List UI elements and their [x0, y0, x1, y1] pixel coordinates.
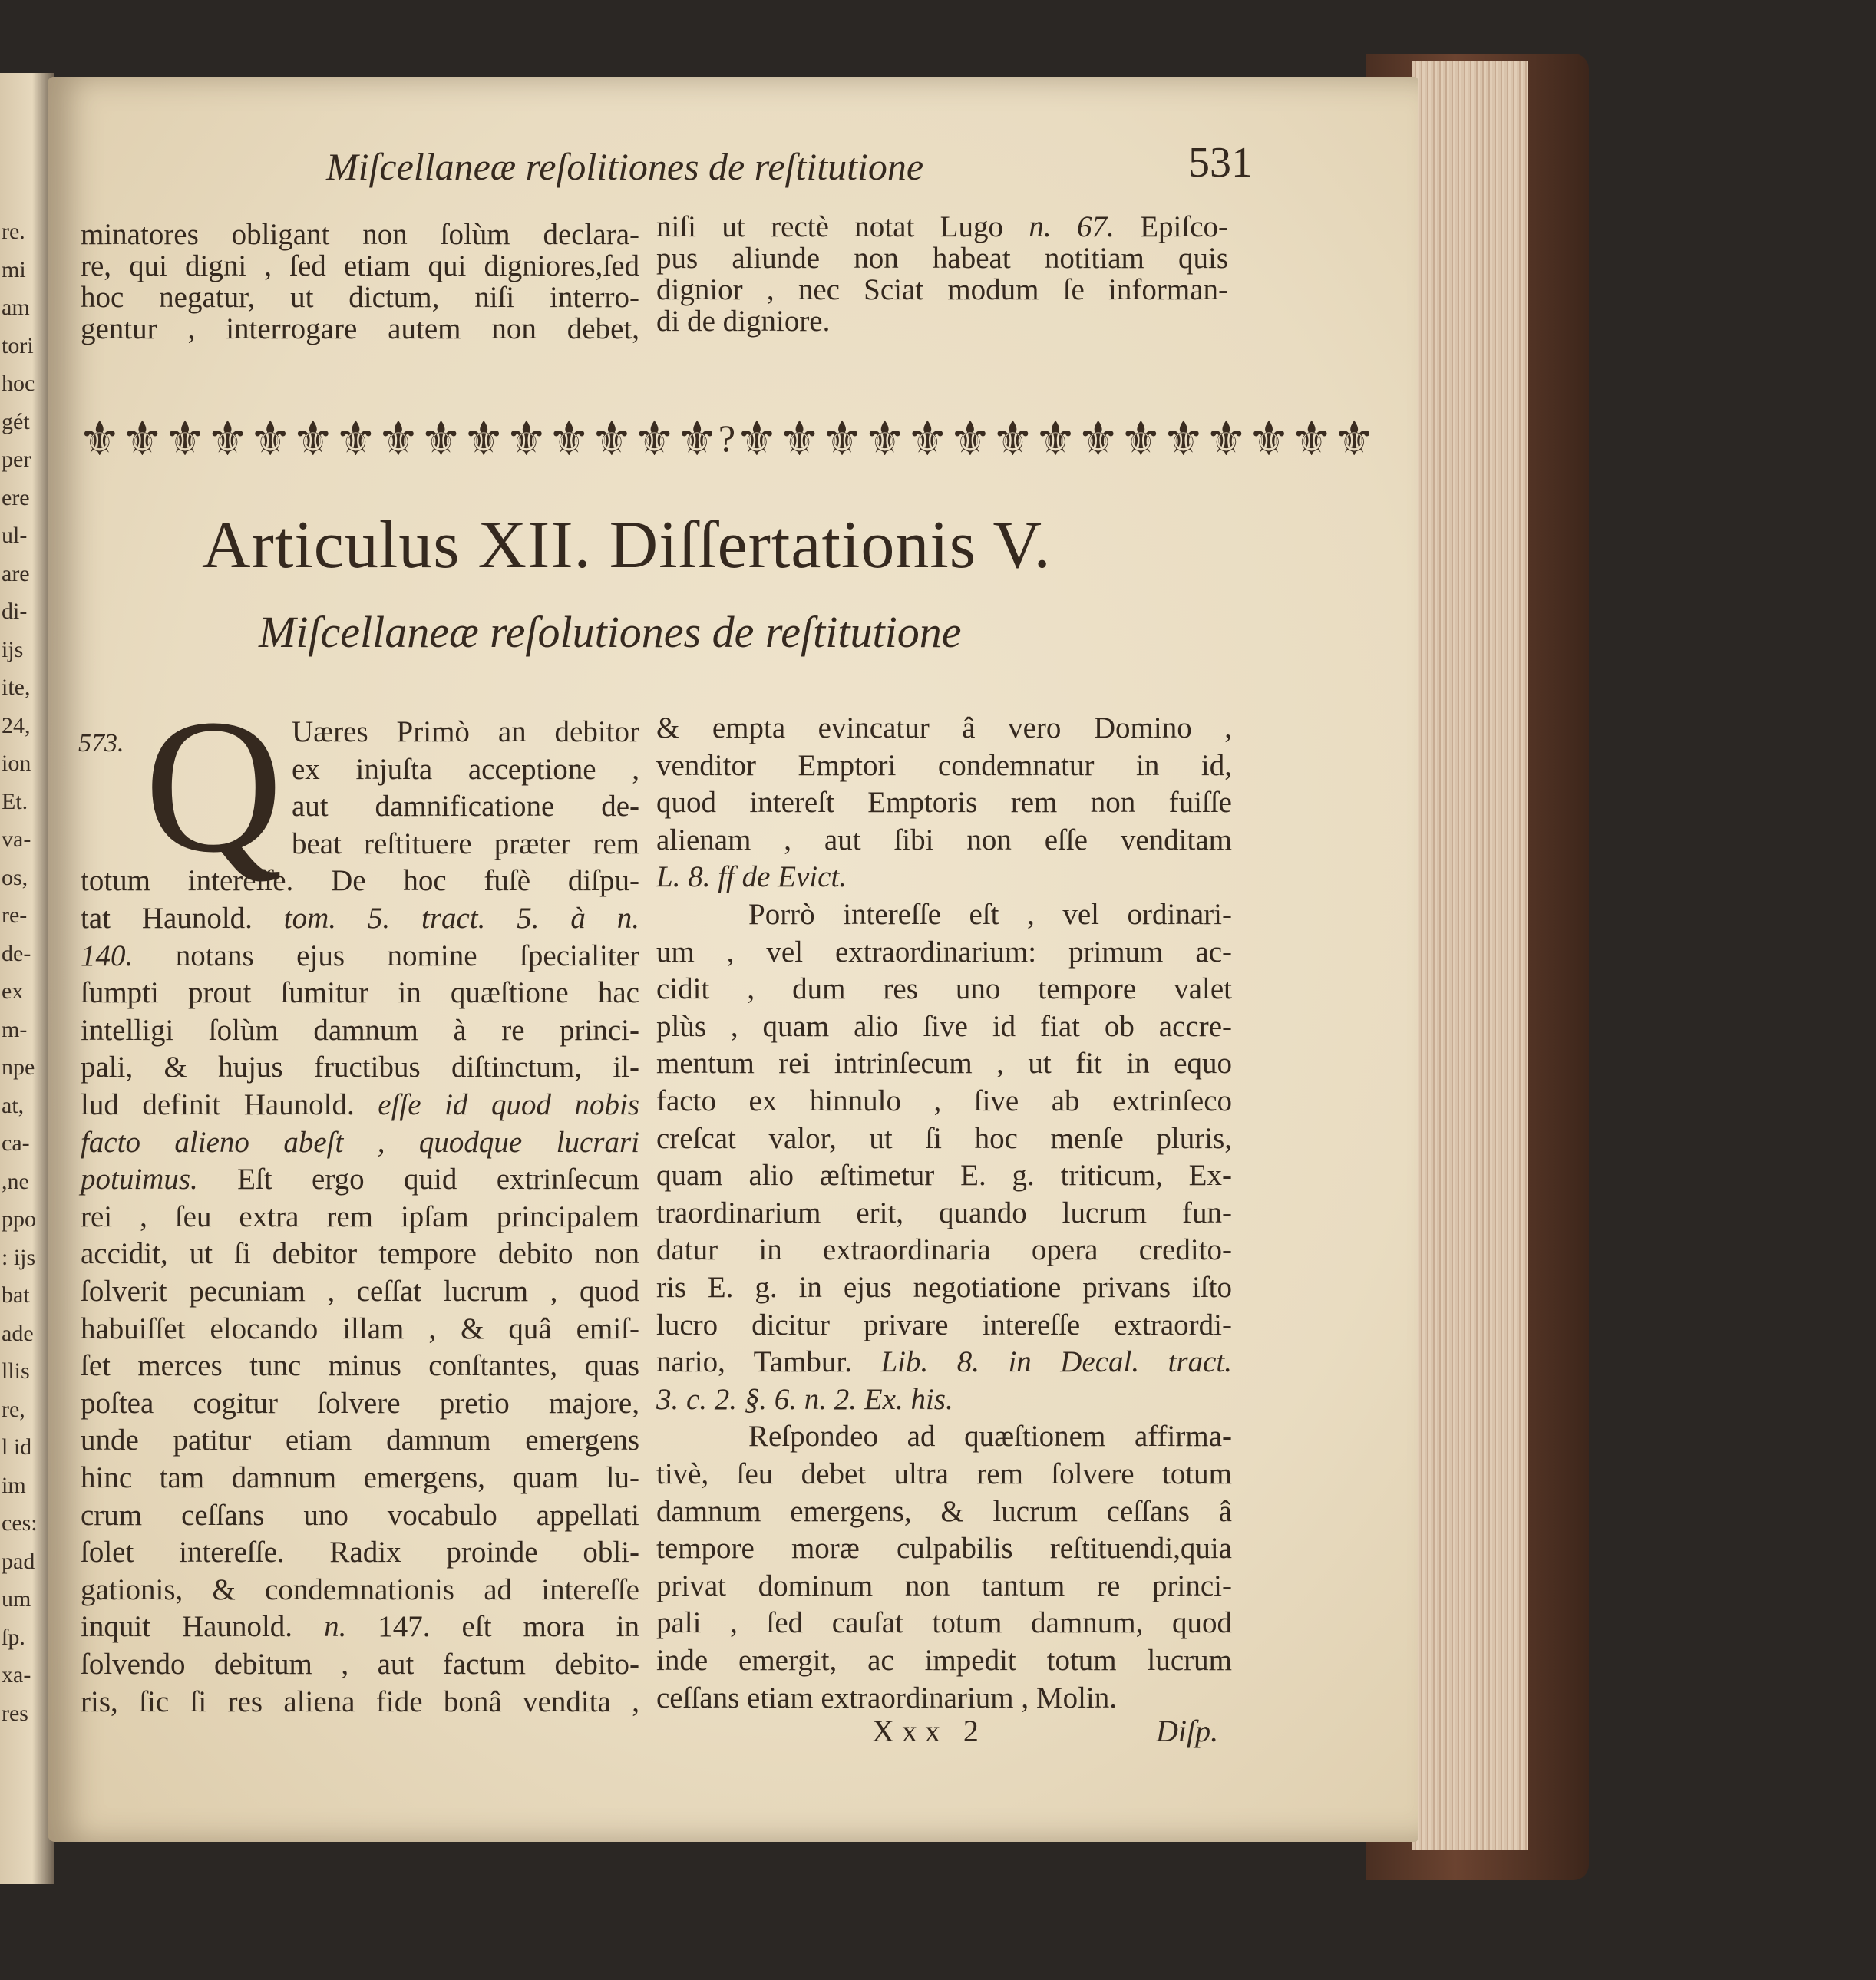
text-segment: pus aliunde non habeat notitiam quis	[656, 242, 1228, 275]
text-segment: um , vel extraordinarium: primum ac-	[656, 935, 1232, 969]
left-page-fragment: tori	[2, 332, 34, 358]
text-segment: lucro dicitur privare intereſſe extraordi-	[656, 1308, 1232, 1341]
text-segment: gentur , interrogare autem non debet,	[81, 312, 639, 345]
fleur-de-lis-icon: ⚜	[590, 410, 633, 467]
text-segment: re, qui digni , ſed etiam qui digniores,ſed	[81, 249, 639, 282]
text-line	[81, 1646, 639, 1683]
left-page-fragment: ca-	[2, 1130, 30, 1156]
text-segment: creſcat valor, ut ſi hoc menſe pluris,	[656, 1121, 1232, 1155]
text-line	[81, 1236, 639, 1272]
text-line	[656, 1568, 1232, 1605]
text-line	[656, 784, 1232, 821]
text-line	[656, 934, 1232, 971]
text-line	[81, 863, 639, 899]
ornament-question-mark: ?	[718, 417, 736, 460]
left-page-fragment: di-	[2, 599, 28, 624]
left-page-fragment: pad	[2, 1548, 35, 1574]
catchword: Diſp.	[1156, 1714, 1219, 1748]
fleur-de-lis-icon: ⚜	[121, 410, 164, 467]
fleur-de-lis-icon: ⚜	[821, 410, 864, 467]
left-page-fragment: are	[2, 560, 30, 586]
text-line	[81, 1497, 639, 1534]
text-segment: tat Haunold.	[81, 902, 284, 935]
text-line	[656, 1157, 1232, 1194]
text-segment: ſumpti prout ſumitur in quæſtione hac	[81, 976, 639, 1010]
text-line	[656, 747, 1232, 784]
text-segment: ris, ſic ſi res aliena fide bonâ vendita ,	[81, 1685, 639, 1718]
fleur-de-lis-icon: ⚜	[462, 410, 505, 467]
left-page-fragment: res	[2, 1700, 28, 1726]
fleur-de-lis-icon: ⚜	[163, 410, 206, 467]
italic-text: tom. 5. tract. 5. à n.	[283, 902, 639, 935]
fleur-de-lis-icon: ⚜	[291, 410, 335, 467]
text-line	[81, 1199, 639, 1236]
text-segment: notans ejus nomine ſpecialiter	[133, 939, 639, 972]
text-line	[81, 1534, 639, 1571]
text-segment: pali, & hujus fructibus diſtinctum, il-	[81, 1051, 639, 1084]
text-line	[656, 303, 1228, 340]
left-page-fragment: de-	[2, 940, 31, 966]
text-segment: facto ex hinnulo , ſive ab extrinſeco	[656, 1084, 1232, 1117]
text-line	[656, 710, 1232, 747]
text-segment: rei , ſeu extra rem ipſam principalem	[81, 1200, 639, 1233]
fleur-de-lis-icon: ⚜	[419, 410, 463, 467]
text-segment: damnum emergens, & lucrum ceſſans â	[656, 1494, 1232, 1528]
text-segment: tivè, ſeu debet ultra rem ſolvere totum	[656, 1457, 1232, 1490]
left-page-fragment: at,	[2, 1092, 25, 1118]
text-segment: intelligi ſolùm damnum à re princi-	[81, 1013, 639, 1047]
text-line	[81, 1460, 639, 1497]
text-line	[81, 1161, 639, 1198]
text-line	[81, 1422, 639, 1459]
left-page-fragment: : ijs	[2, 1244, 36, 1270]
text-segment: alienam , aut ſibi non eſſe venditam	[656, 823, 1232, 856]
text-segment: ſolet intereſſe. Radix proinde obli-	[81, 1536, 639, 1569]
text-segment: mentum rei intrinſecum , ut fit in equo	[656, 1047, 1232, 1081]
left-page-fragment: re-	[2, 903, 28, 928]
italic-text: Lib. 8. in Decal. tract.	[880, 1345, 1233, 1379]
text-segment: minatores obligant non ſolùm declara-	[81, 218, 639, 251]
left-page-fragment: ion	[2, 751, 31, 776]
text-segment: Uæres Primò an debitor	[292, 715, 639, 748]
left-page-fragment: l id	[2, 1434, 32, 1460]
left-page-fragment: Et.	[2, 788, 28, 814]
text-segment: nario, Tambur.	[656, 1345, 881, 1379]
text-line	[81, 1311, 639, 1348]
left-page-fragment: hoc	[2, 371, 35, 396]
text-line	[81, 1124, 639, 1161]
fleur-de-lis-icon: ⚜	[78, 410, 121, 467]
running-head: Miſcellaneæ reſolitiones de reſtitutione	[326, 145, 924, 188]
text-segment: ſolvendo debitum , aut factum debito-	[81, 1648, 639, 1681]
text-line	[656, 1642, 1232, 1679]
fleur-de-lis-icon: ⚜	[1076, 410, 1120, 467]
text-segment: Epiſco-	[1114, 210, 1229, 243]
text-line	[656, 1232, 1232, 1269]
drop-cap: Q	[144, 680, 283, 893]
left-page-fragment: bat	[2, 1282, 30, 1308]
text-segment: Porrò intereſſe eſt , vel ordinari-	[748, 898, 1232, 931]
text-line	[748, 896, 1232, 933]
text-segment: inde emergit, ac impedit totum lucrum	[656, 1644, 1232, 1677]
text-line	[656, 1045, 1232, 1082]
text-segment: pali , ſed cauſat totum damnum, quod	[656, 1606, 1232, 1640]
text-segment: ſolverit pecuniam , ceſſat lucrum , quod	[81, 1275, 639, 1308]
text-line	[656, 1195, 1232, 1232]
text-line	[81, 975, 639, 1011]
left-page-fragment: ite,	[2, 675, 31, 700]
fleur-de-lis-icon: ⚜	[1290, 410, 1333, 467]
text-line	[81, 1273, 639, 1310]
left-page-fragment: xa-	[2, 1662, 31, 1688]
fleur-de-lis-icon: ⚜	[991, 410, 1035, 467]
left-page-fragment: am	[2, 295, 30, 320]
fleur-de-lis-icon: ⚜	[735, 410, 778, 467]
left-page-fragment: 24,	[2, 712, 31, 738]
italic-text: L. 8. ff de Evict.	[656, 860, 847, 894]
text-line	[748, 1418, 1232, 1455]
fleur-de-lis-icon: ⚜	[949, 410, 992, 467]
paragraph-number: 573.	[78, 729, 124, 757]
italic-text: eſſe id quod nobis	[378, 1088, 639, 1121]
text-line	[656, 1307, 1232, 1344]
fleur-de-lis-icon: ⚜	[377, 410, 420, 467]
text-line	[81, 938, 639, 975]
left-page-fragment: m-	[2, 1016, 28, 1042]
left-page-fragment: ijs	[2, 636, 24, 662]
signature-mark: Xxx 2	[872, 1714, 986, 1748]
text-line	[656, 859, 1232, 896]
text-line	[656, 1530, 1232, 1567]
left-page-fragment: ere	[2, 484, 30, 510]
left-page-fragment: ade	[2, 1320, 34, 1346]
text-segment: plùs , quam alio ſive id fiat ob accre-	[656, 1009, 1232, 1043]
text-segment: dignior , nec Sciat modum ſe informan-	[656, 273, 1228, 306]
fleur-de-lis-icon: ⚜	[1333, 410, 1376, 467]
text-line	[81, 1049, 639, 1086]
text-segment: totum intereſſe. De hoc fuſè diſpu-	[81, 864, 639, 898]
text-segment: datur in extraordinaria opera credito-	[656, 1233, 1232, 1267]
left-page-fragment: im	[2, 1472, 26, 1498]
text-line	[81, 1684, 639, 1721]
left-page-fragment: um	[2, 1586, 31, 1612]
article-subtitle: Miſcellaneæ reſolutiones de reſtitutione	[259, 607, 962, 657]
text-segment: Eſt ergo quid extrinſecum	[197, 1163, 639, 1196]
fleur-de-lis-icon: ⚜	[863, 410, 907, 467]
text-segment: privat dominum non tantum re princi-	[656, 1569, 1232, 1602]
text-line	[656, 1680, 1232, 1717]
text-line	[656, 822, 1232, 859]
text-segment: traordinarium erit, quando lucrum fun-	[656, 1196, 1232, 1229]
italic-text: 3. c. 2. §. 6. n. 2. Ex. his.	[656, 1382, 953, 1416]
fleur-de-lis-icon: ⚜	[504, 410, 548, 467]
text-segment: tempore moræ culpabilis reſtituendi,quia	[656, 1532, 1232, 1566]
text-segment: di de digniore.	[656, 305, 831, 338]
left-page-fragment: os,	[2, 864, 28, 890]
text-segment: 147. eſt mora in	[346, 1610, 639, 1644]
italic-text: n.	[324, 1610, 347, 1644]
page-fore-edge	[1412, 61, 1528, 1850]
left-page-fragment: gét	[2, 408, 30, 434]
fleur-de-lis-icon: ⚜	[675, 410, 718, 467]
fleur-de-lis-icon: ⚜	[1247, 410, 1290, 467]
text-line	[292, 788, 639, 825]
left-page-fragment: ul-	[2, 523, 28, 548]
text-line	[656, 1605, 1232, 1642]
left-page-fragment: va-	[2, 827, 31, 852]
italic-text: n. 67.	[1029, 210, 1115, 243]
fleur-de-lis-icon: ⚜	[778, 410, 821, 467]
text-segment: niſi ut rectè notat Lugo	[656, 210, 1029, 243]
text-segment: hoc negatur, ut dictum, niſi interro-	[81, 281, 639, 314]
text-segment: crum ceſſans uno vocabulo appellati	[81, 1498, 639, 1532]
text-line	[656, 971, 1232, 1008]
text-line	[656, 1344, 1232, 1381]
text-segment: quod intereſt Emptoris rem non fuiſſe	[656, 786, 1232, 820]
left-page-fragment: per	[2, 447, 31, 472]
fleur-de-lis-icon: ⚜	[1119, 410, 1163, 467]
text-line	[81, 1572, 639, 1609]
fleur-de-lis-icon: ⚜	[1034, 410, 1077, 467]
text-line	[656, 1493, 1232, 1530]
fleur-de-lis-icon: ⚜	[206, 410, 249, 467]
fleur-de-lis-icon: ⚜	[547, 410, 591, 467]
text-line	[292, 826, 639, 863]
fleur-de-lis-icon: ⚜	[334, 410, 378, 467]
article-title: Articulus XII. Diſſertationis V.	[202, 508, 1052, 582]
italic-text: 140.	[81, 939, 134, 972]
text-segment: habuiſſet elocando illam , & quâ emiſ-	[81, 1312, 639, 1345]
fleur-de-lis-icon: ⚜	[906, 410, 950, 467]
left-page-fragment: mi	[2, 256, 26, 282]
fleur-de-lis-icon: ⚜	[249, 410, 292, 467]
left-page-fragment: npe	[2, 1054, 35, 1080]
text-line	[656, 1120, 1232, 1157]
text-line	[81, 1348, 639, 1384]
text-line	[656, 1083, 1232, 1120]
ornament-row	[78, 410, 1376, 467]
text-segment: gationis, & condemnationis ad intereſſe	[81, 1572, 639, 1606]
text-segment: cidit , dum res uno tempore valet	[656, 972, 1232, 1006]
text-line	[81, 1087, 639, 1124]
text-line	[81, 1609, 639, 1645]
text-segment: Reſpondeo ad quæſtionem affirma-	[748, 1420, 1232, 1454]
fleur-de-lis-icon: ⚜	[632, 410, 676, 467]
left-page-fragment: ppo	[2, 1206, 36, 1232]
text-segment: unde patitur etiam damnum emergens	[81, 1424, 639, 1457]
text-line	[656, 1269, 1232, 1306]
left-page-fragment: re,	[2, 1396, 25, 1422]
left-page-fragment: ex	[2, 978, 24, 1004]
text-segment: lud definit Haunold.	[81, 1088, 378, 1121]
left-page-fragment: re.	[2, 219, 25, 244]
text-line	[292, 751, 639, 788]
text-segment: ris E. g. in ejus negotiatione privans iſto	[656, 1271, 1232, 1304]
text-segment: poſtea cogitur ſolvere pretio majore,	[81, 1386, 639, 1420]
left-page-fragment: ,ne	[2, 1168, 29, 1194]
text-segment: ſet merces tunc minus conſtantes, quas	[81, 1349, 639, 1383]
text-segment: beat reſtituere præter rem	[292, 827, 639, 860]
text-line	[292, 714, 639, 751]
fleur-de-lis-icon: ⚜	[1162, 410, 1205, 467]
italic-text: potuimus.	[81, 1163, 198, 1196]
left-page-fragment: llis	[2, 1358, 30, 1384]
text-segment: aut damnificatione de-	[292, 790, 639, 823]
text-segment: inquit Haunold.	[81, 1610, 325, 1644]
text-segment: ceſſans etiam extraordinarium , Molin.	[656, 1681, 1117, 1714]
text-segment: accidit, ut ſi debitor tempore debito non	[81, 1237, 639, 1271]
text-segment: quam alio æſtimetur E. g. triticum, Ex-	[656, 1159, 1232, 1193]
text-line	[656, 1381, 1232, 1418]
text-segment: & empta evincatur â vero Domino ,	[656, 711, 1232, 744]
text-segment: venditor Emptori condemnatur in id,	[656, 748, 1232, 782]
italic-text: facto alieno abeſt , quodque lucrari	[81, 1125, 639, 1159]
text-line	[81, 1385, 639, 1422]
fleur-de-lis-icon: ⚜	[1204, 410, 1248, 467]
text-line	[81, 900, 639, 937]
text-segment: ex injuſta acceptione ,	[292, 752, 639, 786]
text-line	[656, 1456, 1232, 1493]
text-line	[656, 1008, 1232, 1045]
text-line	[81, 311, 639, 348]
page-number: 531	[1188, 139, 1253, 186]
left-page-fragment: ſp.	[2, 1624, 25, 1650]
text-segment: hinc tam damnum emergens, quam lu-	[81, 1461, 639, 1494]
text-line	[81, 1012, 639, 1049]
left-page-fragment: ces:	[2, 1510, 38, 1536]
